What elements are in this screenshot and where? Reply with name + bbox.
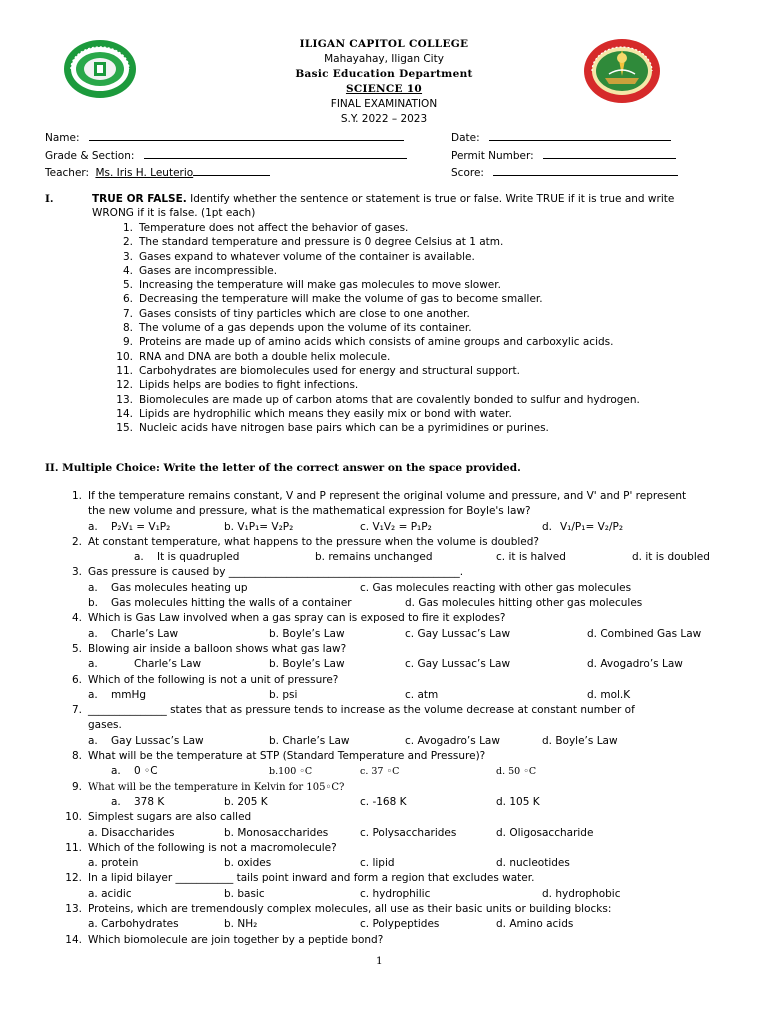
section-title: TRUE OR FALSE. <box>92 193 187 205</box>
exam-title: FINAL EXAMINATION <box>330 98 438 110</box>
tf-item: 9. Proteins are made up of amino acids which consists of amine groups and carboxylic acids. <box>122 336 614 349</box>
permit-blank[interactable] <box>543 147 676 159</box>
school-year: S.Y. 2022 – 2023 <box>340 113 428 125</box>
name-blank[interactable] <box>89 129 404 141</box>
date-row <box>451 129 678 147</box>
mc-question: 4. Which is Gas Law involved when a gas spray can is exposed to fire it explodes? <box>71 612 506 625</box>
tf-item: 15. Nucleic acids have nitrogen base pairs which can be a pyrimidines or purines. <box>116 422 549 435</box>
exam-header <box>0 37 768 127</box>
subject-title: SCIENCE 10 <box>345 83 423 95</box>
department-name: Basic Education Department <box>295 68 473 80</box>
grade-section-row <box>45 147 407 165</box>
score-row <box>451 164 678 182</box>
mc-question: 7. _______________ states that as pressure tends to increase as the volume decrease at constant number of gases. <box>71 704 635 732</box>
date-label: Date: <box>451 132 480 144</box>
tf-item: 5. Increasing the temperature will make gas molecules to move slower. <box>122 279 501 292</box>
mc-question: 6. Which of the following is not a unit of pressure? <box>71 673 339 686</box>
date-blank[interactable] <box>489 129 671 141</box>
tf-item: 1. Temperature does not affect the behavior of gases. <box>122 222 409 234</box>
mc-options: a. It is quadrupled b. remains unchanged c. it is halved d. it is doubled <box>134 551 710 564</box>
permit-row <box>451 147 678 165</box>
mc-question: 11. Which of the following is not a macromolecule? <box>65 841 337 854</box>
mc-question: 12. In a lipid bilayer ___________ tails point inward and form a region that excludes water. <box>65 872 535 885</box>
mc-options: b. Gas molecules hitting the walls of a container d. Gas molecules hitting other gas molecules <box>88 597 643 610</box>
tf-item: 13. Biomolecules are made up of carbon atoms that are covalently bonded to sulfur and hydrogen. <box>116 393 640 406</box>
grade-section-blank[interactable] <box>144 147 407 159</box>
mc-options: a. P₂V₁ = V₁P₂ b. V₁P₁= V₂P₂ c. V₁V₂ = P₁P₂ d. V₁/P₁= V₂/P₂ <box>88 520 624 533</box>
mc-options: a. Carbohydrates b. NH₂ c. Polypeptides d. Amino acids <box>88 918 574 931</box>
tf-item: 10. RNA and DNA are both a double helix molecule. <box>116 350 391 363</box>
mc-options: a. mmHg b. psi c. atm d. mol.K <box>88 688 631 701</box>
score-label: Score: <box>451 167 484 179</box>
page-number: 1 <box>376 955 383 967</box>
section-multiple-choice-heading: II. Multiple Choice: Write the letter of the correct answer on the space provided. <box>45 462 521 474</box>
mc-options: a. 378 K b. 205 K c. -168 K d. 105 K <box>111 795 540 808</box>
directions-line-2: WRONG if it is false. (1pt each) <box>92 207 256 220</box>
tf-item: 3. Gases expand to whatever volume of the container is available. <box>122 250 475 263</box>
mc-question: 9. What will be the temperature in Kelvin for 105◦C? <box>71 780 345 793</box>
mc-options: a. Gas molecules heating up c. Gas molecules reacting with other gas molecules <box>88 581 632 594</box>
mc-question: 2. At constant temperature, what happens to the pressure when the volume is doubled? <box>71 535 539 548</box>
tf-item: 2. The standard temperature and pressure is 0 degree Celsius at 1 atm. <box>122 236 504 249</box>
multiple-choice-list <box>45 489 725 948</box>
mc-question: 1. If the temperature remains constant, V and P represent the original volume and pressure, and V' and P' represent the new volume and pressure, what is the mathematical expression for Boyle's law? <box>71 490 687 517</box>
mc-question: 5. Blowing air inside a balloon shows what gas law? <box>71 642 347 655</box>
mc-question: 13. Proteins, which are tremendously complex molecules, all use as their basic units or building blocks: <box>65 903 612 916</box>
mc-question: 10. Simplest sugars are also called <box>65 811 252 824</box>
directions-line-1: Identify whether the sentence or statement is true or false. Write TRUE if it is true and write <box>186 193 675 205</box>
mc-options: a. Charle’s Law b. Boyle’s Law c. Gay Lussac’s Law d. Combined Gas Law <box>88 627 702 640</box>
tf-item: 7. Gases consists of tiny particles which are close to one another. <box>122 307 470 320</box>
grade-section-label: Grade & Section: <box>45 149 135 162</box>
teacher-name: Ms. Iris H. Leuterio <box>95 167 194 179</box>
teacher-blank <box>193 164 270 176</box>
student-info-left <box>45 129 407 182</box>
permit-label: Permit Number: <box>451 149 534 162</box>
tf-item: 12. Lipids helps are bodies to fight infections. <box>116 379 359 392</box>
tf-item: 14. Lipids are hydrophilic which means they easily mix or bond with water. <box>116 407 512 420</box>
mc-options: a. acidic b. basic c. hydrophilic d. hydrophobic <box>88 887 621 900</box>
mc-options: a. Charle’s Law b. Boyle’s Law c. Gay Lussac’s Law d. Avogadro’s Law <box>88 658 683 671</box>
mc-options: a. Gay Lussac’s Law b. Charle’s Law c. Avogadro’s Law d. Boyle’s Law <box>88 734 618 747</box>
tf-item: 11. Carbohydrates are biomolecules used for energy and structural support. <box>116 364 520 377</box>
school-address: Mahayahay, Iligan City <box>324 53 444 65</box>
section-directions <box>92 192 724 221</box>
name-row <box>45 129 407 147</box>
school-name: ILIGAN CAPITOL COLLEGE <box>299 38 469 50</box>
tf-item: 8. The volume of a gas depends upon the volume of its container. <box>122 322 472 335</box>
tf-item: 4. Gases are incompressible. <box>122 264 278 277</box>
mc-options: a. protein b. oxides c. lipid d. nucleotides <box>88 857 570 870</box>
teacher-label: Teacher: <box>45 167 90 179</box>
name-label: Name: <box>45 132 80 144</box>
mc-question: 8. What will be the temperature at STP (Standard Temperature and Pressure)? <box>71 750 486 763</box>
tf-item: 6. Decreasing the temperature will make the volume of gas to become smaller. <box>122 293 543 306</box>
student-info-right <box>451 129 678 182</box>
mc-options: a. 0 ◦C b.100 ◦C c. 37 ◦C d. 50 ◦C <box>111 765 537 778</box>
mc-options: a. Disaccharides b. Monosaccharides c. Polysaccharides d. Oligosaccharide <box>88 826 594 839</box>
teacher-row <box>45 164 407 182</box>
mc-question: 14. Which biomolecule are join together by a peptide bond? <box>65 933 384 946</box>
section-numeral: I. <box>45 193 54 205</box>
score-blank[interactable] <box>493 164 678 176</box>
true-false-list <box>115 221 640 435</box>
mc-question: 3. Gas pressure is caused by ____________________________________________. <box>71 566 464 579</box>
